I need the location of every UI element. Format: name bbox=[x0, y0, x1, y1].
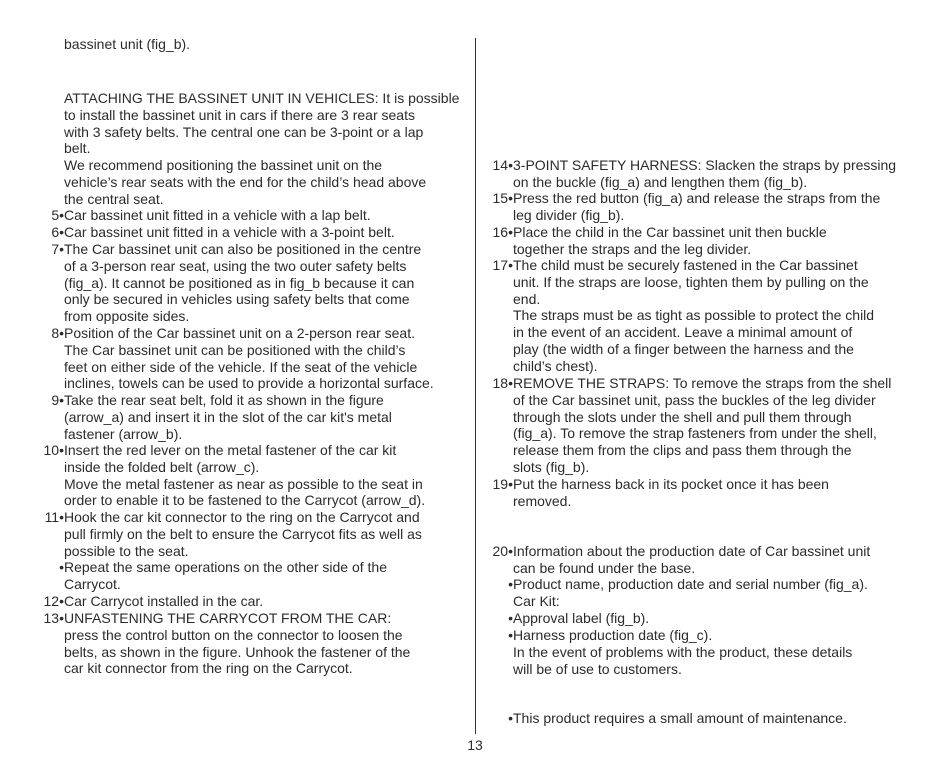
text-line: inclines, towels can be used to provide a horizontal surface. bbox=[64, 375, 434, 392]
text-line: Place the child in the Car bassinet unit then buckle bbox=[513, 224, 827, 240]
item-number: • bbox=[59, 559, 64, 575]
text-line: Information about the production date of Car bassinet unit bbox=[513, 543, 871, 559]
item-number: 14• bbox=[492, 157, 513, 173]
text-line: belts, as shown in the figure. Unhook the fastener of the bbox=[64, 643, 411, 660]
text-line: 3-POINT SAFETY HARNESS: Slacken the straps by pressing bbox=[513, 157, 897, 173]
text-line: Car Kit: bbox=[513, 592, 560, 609]
item-number: 15• bbox=[492, 190, 513, 206]
page-number: 13 bbox=[467, 737, 483, 753]
item-text bbox=[64, 325, 466, 392]
text-line: The Car bassinet unit can be positioned with the child’s bbox=[64, 341, 406, 358]
text-line: Product name, production date and serial number (fig_a). bbox=[513, 576, 868, 592]
list-item bbox=[485, 476, 925, 510]
text-line: (fig_a). To remove the strap fasteners from under the shell, bbox=[513, 425, 877, 442]
list-item bbox=[485, 257, 925, 375]
list-item bbox=[36, 593, 466, 610]
list-item bbox=[36, 392, 466, 442]
text-line: in the event of an accident. Leave a minimal amount of bbox=[513, 324, 853, 341]
text-line: We recommend positioning the bassinet unit on the bbox=[64, 157, 383, 174]
text-line: leg divider (fig_b). bbox=[513, 206, 625, 223]
text-line: on the buckle (fig_a) and lengthen them (fig_b). bbox=[513, 173, 808, 190]
list-item bbox=[485, 375, 925, 476]
item-text bbox=[64, 593, 466, 610]
item-text bbox=[64, 392, 466, 442]
text-line: (fig_a). It cannot be positioned as in fig_b because it can bbox=[64, 274, 415, 291]
text-line: of the Car bassinet unit, pass the buckles of the leg divider bbox=[513, 391, 876, 408]
item-text bbox=[513, 476, 925, 510]
text-line: In the event of problems with the product, these details bbox=[513, 643, 853, 660]
item-text bbox=[64, 241, 466, 325]
text-line: UNFASTENING THE CARRYCOT FROM THE CAR: bbox=[64, 610, 392, 626]
text-line: inside the folded belt (arrow_c). bbox=[64, 458, 260, 475]
text-line: belt. bbox=[64, 140, 91, 157]
text-line: Press the red button (fig_a) and release the straps from the bbox=[513, 190, 881, 206]
item-text bbox=[513, 576, 925, 610]
item-text bbox=[513, 190, 925, 224]
list-item bbox=[36, 36, 466, 53]
item-text bbox=[513, 257, 925, 375]
list-item bbox=[36, 207, 466, 224]
item-number: 19• bbox=[492, 476, 513, 492]
text-line: Repeat the same operations on the other side of the bbox=[64, 559, 387, 575]
item-text bbox=[513, 710, 925, 727]
text-line: Harness production date (fig_c). bbox=[513, 627, 713, 643]
item-number: 6• bbox=[51, 224, 64, 240]
text-line: only be secured in vehicles using safety belts that come bbox=[64, 291, 410, 308]
list-item bbox=[485, 190, 925, 224]
text-line: Move the metal fastener as near as possible to the seat in bbox=[64, 475, 423, 492]
list-item bbox=[36, 325, 466, 392]
list-item bbox=[36, 509, 466, 559]
item-text bbox=[64, 90, 466, 208]
text-line: through the slots under the shell and pull them through bbox=[513, 408, 852, 425]
item-number: 12• bbox=[43, 593, 64, 609]
text-line: removed. bbox=[513, 492, 572, 509]
item-text bbox=[513, 610, 925, 627]
list-item bbox=[485, 627, 925, 677]
item-number: 16• bbox=[492, 224, 513, 240]
item-number: • bbox=[508, 710, 513, 726]
text-line: with 3 safety belts. The central one can be 3-point or a lap bbox=[64, 123, 424, 140]
item-text bbox=[513, 224, 925, 258]
list-item bbox=[36, 442, 466, 509]
list-item bbox=[36, 559, 466, 593]
text-line: the central seat. bbox=[64, 190, 164, 207]
item-number: 20• bbox=[492, 543, 513, 559]
text-line: order to enable it to be fastened to the Carrycot (arrow_d). bbox=[64, 492, 426, 509]
text-line: fastener (arrow_b). bbox=[64, 425, 183, 442]
item-text bbox=[64, 610, 466, 677]
text-line: to install the bassinet unit in cars if there are 3 rear seats bbox=[64, 106, 415, 123]
text-line: can be found under the base. bbox=[513, 559, 696, 576]
item-number: 18• bbox=[492, 375, 513, 391]
text-line: Approval label (fig_b). bbox=[513, 610, 650, 626]
text-line: child’s chest). bbox=[513, 357, 598, 374]
text-line: The Car bassinet unit can also be positioned in the centre bbox=[64, 241, 422, 257]
item-number: 8• bbox=[51, 325, 64, 341]
text-line: Put the harness back in its pocket once it has been bbox=[513, 476, 829, 492]
list-item bbox=[485, 157, 925, 191]
text-line: This product requires a small amount of maintenance. bbox=[513, 710, 847, 726]
item-number: 11• bbox=[44, 509, 64, 525]
text-line: Car Carrycot installed in the car. bbox=[64, 593, 264, 609]
item-text bbox=[64, 36, 466, 53]
item-text bbox=[513, 543, 925, 577]
text-line: (arrow_a) and insert it in the slot of the car kit's metal bbox=[64, 408, 392, 425]
text-line: vehicle’s rear seats with the end for the child’s head above bbox=[64, 173, 427, 190]
text-line: slots (fig_b). bbox=[513, 458, 590, 475]
item-number: 7• bbox=[51, 241, 64, 257]
item-text bbox=[64, 224, 466, 241]
list-item bbox=[485, 710, 925, 727]
list-item bbox=[36, 90, 466, 208]
item-number: 5• bbox=[51, 207, 64, 223]
text-line: The child must be securely fastened in the Car bassinet bbox=[513, 257, 858, 273]
item-text bbox=[64, 509, 466, 559]
text-line: Insert the red lever on the metal fastener of the car kit bbox=[64, 442, 397, 458]
text-line: Car bassinet unit fitted in a vehicle with a 3-point belt. bbox=[64, 224, 395, 240]
text-line: REMOVE THE STRAPS: To remove the straps from the shell bbox=[513, 375, 892, 391]
list-item bbox=[485, 576, 925, 610]
item-text bbox=[64, 442, 466, 509]
text-line: of a 3-person rear seat, using the two outer safety belts bbox=[64, 257, 407, 274]
text-line: Car bassinet unit fitted in a vehicle with a lap belt. bbox=[64, 207, 371, 223]
item-text bbox=[64, 207, 466, 224]
item-number: 10• bbox=[43, 442, 64, 458]
item-text bbox=[64, 559, 466, 593]
column-divider bbox=[475, 38, 476, 734]
list-item bbox=[485, 610, 925, 627]
text-line: together the straps and the leg divider. bbox=[513, 240, 752, 257]
text-line: feet on either side of the vehicle. If the seat of the vehicle bbox=[64, 358, 418, 375]
item-number: 13• bbox=[43, 610, 64, 626]
item-text bbox=[513, 157, 925, 191]
list-item bbox=[485, 224, 925, 258]
text-line: Carrycot. bbox=[64, 575, 121, 592]
item-text bbox=[513, 375, 925, 476]
text-line: possible to the seat. bbox=[64, 542, 189, 559]
item-number: • bbox=[508, 610, 513, 626]
text-line: end. bbox=[513, 290, 541, 307]
item-number: 9• bbox=[51, 392, 64, 408]
list-item bbox=[485, 543, 925, 577]
item-text bbox=[513, 627, 925, 677]
text-line: press the control button on the connector to loosen the bbox=[64, 626, 403, 643]
item-number: • bbox=[508, 627, 513, 643]
text-line: play (the width of a finger between the harness and the bbox=[513, 340, 854, 357]
text-line: will be of use to customers. bbox=[513, 660, 682, 677]
text-line: Hook the car kit connector to the ring on the Carrycot and bbox=[64, 509, 420, 525]
text-line: The straps must be as tight as possible to protect the child bbox=[513, 307, 875, 324]
text-line: unit. If the straps are loose, tighten them by pulling on the bbox=[513, 273, 869, 290]
item-number: 17• bbox=[492, 257, 513, 273]
text-line: bassinet unit (fig_b). bbox=[64, 36, 191, 52]
list-item bbox=[36, 610, 466, 677]
text-line: from opposite sides. bbox=[64, 308, 190, 325]
list-item bbox=[36, 224, 466, 241]
text-line: release them from the clips and pass them through the bbox=[513, 442, 852, 459]
text-line: Position of the Car bassinet unit on a 2-person rear seat. bbox=[64, 325, 415, 341]
text-line: ATTACHING THE BASSINET UNIT IN VEHICLES: It is possible bbox=[64, 90, 460, 106]
text-line: pull firmly on the belt to ensure the Carrycot fits as well as bbox=[64, 525, 422, 542]
text-line: car kit connector from the ring on the Carrycot. bbox=[64, 660, 353, 677]
text-line: Take the rear seat belt, fold it as shown in the figure bbox=[64, 392, 384, 408]
item-number: • bbox=[508, 576, 513, 592]
list-item bbox=[36, 241, 466, 325]
